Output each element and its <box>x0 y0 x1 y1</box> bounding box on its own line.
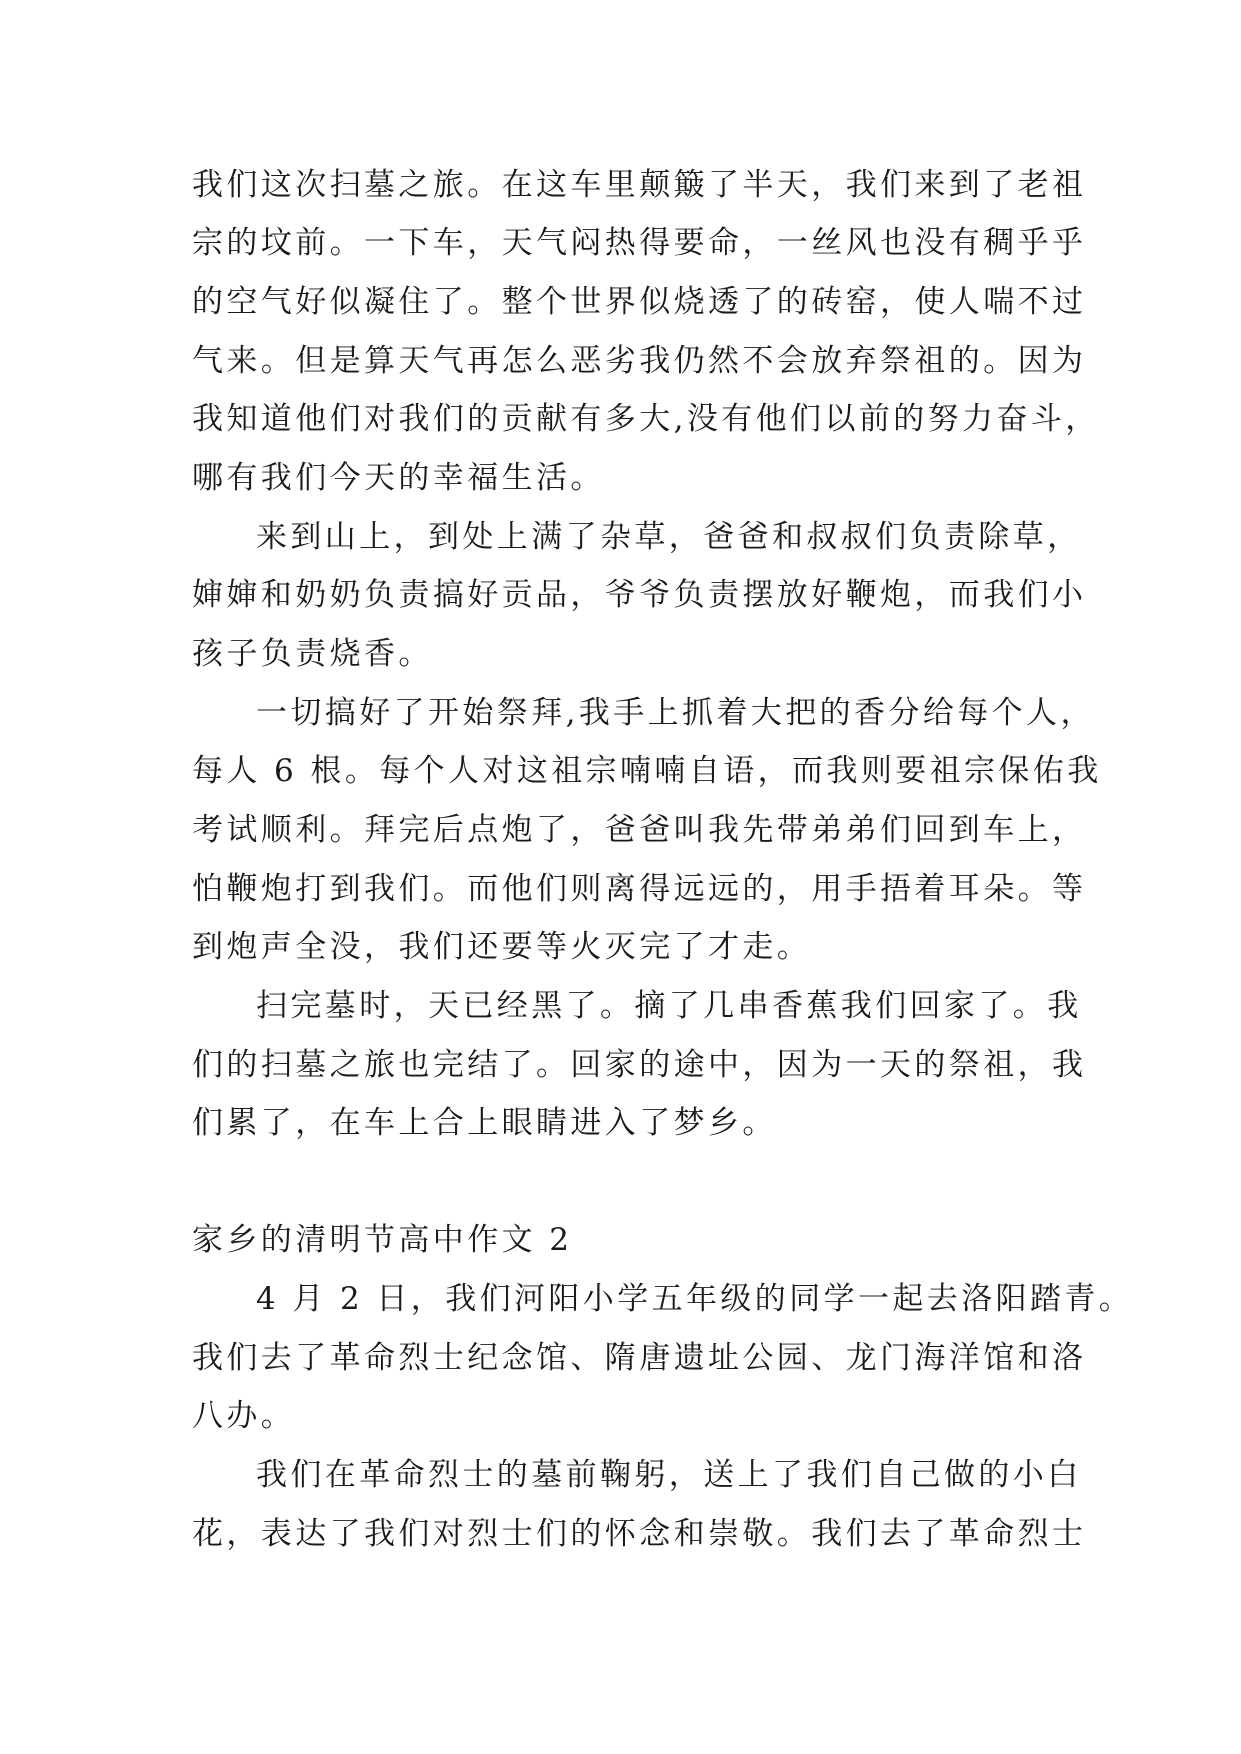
paragraph-line: 们累了，在车上合上眼睛进入了梦乡。 <box>192 1105 777 1141</box>
paragraph-line: 宗的坟前。一下车，天气闷热得要命，一丝风也没有稠乎乎 <box>192 225 1087 261</box>
paragraph-line: 考试顺利。拜完后点炮了，爸爸叫我先带弟弟们回到车上， <box>192 812 1087 848</box>
section-heading: 家乡的清明节高中作文 2 <box>192 1222 573 1258</box>
paragraph-line: 哪有我们今天的幸福生活。 <box>192 460 605 496</box>
paragraph-line: 一切搞好了开始祭拜,我手上抓着大把的香分给每个人， <box>256 695 1095 731</box>
paragraph-line: 扫完墓时，天已经黑了。摘了几串香蕉我们回家了。我 <box>256 988 1082 1024</box>
paragraph-line: 来到山上，到处上满了杂草，爸爸和叔叔们负责除草， <box>256 519 1082 555</box>
paragraph-line: 我们去了革命烈士纪念馆、隋唐遗址公园、龙门海洋馆和洛 <box>192 1340 1087 1376</box>
paragraph-line: 孩子负责烧香。 <box>192 636 433 672</box>
paragraph-line: 我知道他们对我们的贡献有多大,没有他们以前的努力奋斗， <box>192 401 1100 437</box>
paragraph-line: 花，表达了我们对烈士们的怀念和崇敬。我们去了革命烈士 <box>192 1516 1087 1552</box>
paragraph-line: 4 月 2 日，我们河阳小学五年级的同学一起去洛阳踏青。 <box>256 1281 1134 1317</box>
paragraph-line: 我们在革命烈士的墓前鞠躬，送上了我们自己做的小白 <box>256 1457 1082 1493</box>
paragraph-line: 气来。但是算天气再怎么恶劣我仍然不会放弃祭祖的。因为 <box>192 343 1087 379</box>
paragraph-line: 我们这次扫墓之旅。在这车里颠簸了半天，我们来到了老祖 <box>192 167 1087 203</box>
paragraph-line: 八办。 <box>192 1398 296 1434</box>
paragraph-line: 怕鞭炮打到我们。而他们则离得远远的，用手捂着耳朵。等 <box>192 871 1087 907</box>
paragraph-line: 们的扫墓之旅也完结了。回家的途中，因为一天的祭祖，我 <box>192 1047 1087 1083</box>
paragraph-line: 每人 6 根。每个人对这祖宗喃喃自语，而我则要祖宗保佑我 <box>192 753 1102 789</box>
paragraph-line: 的空气好似凝住了。整个世界似烧透了的砖窑，使人喘不过 <box>192 284 1087 320</box>
paragraph-line: 到炮声全没，我们还要等火灭完了才走。 <box>192 929 812 965</box>
paragraph-line: 婶婶和奶奶负责搞好贡品，爷爷负责摆放好鞭炮，而我们小 <box>192 577 1087 613</box>
